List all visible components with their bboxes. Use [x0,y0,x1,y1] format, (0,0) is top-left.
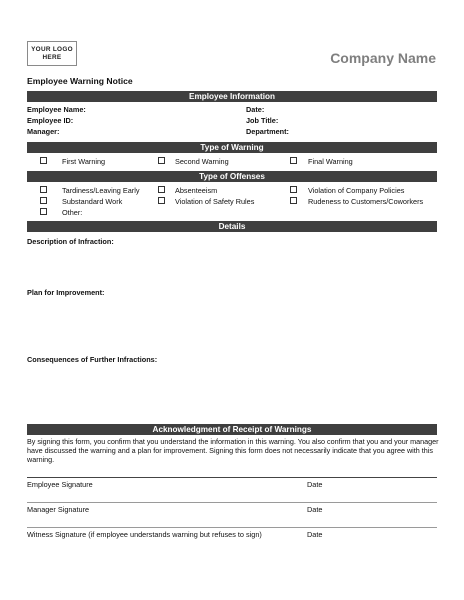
final-warning-label: Final Warning [308,157,353,166]
acknowledgment-text: By signing this form, you confirm that you understand the information in this warning. You also confirm that you and your manager have discussed the warning and a plan for improvement. Signing this form does not necessarily indicate that you agree with this warning. [27,437,439,465]
safety-rules-checkbox[interactable] [158,197,165,204]
substandard-work-label: Substandard Work [62,197,123,206]
absenteeism-label: Absenteeism [175,186,218,195]
first-warning-label: First Warning [62,157,106,166]
employee-id-label: Employee ID: [27,116,74,125]
manager-label: Manager: [27,127,60,136]
manager-date-label: Date [307,505,323,514]
manager-signature-label: Manager Signature [27,505,90,514]
department-label: Department: [246,127,289,136]
substandard-work-checkbox[interactable] [40,197,47,204]
company-policies-checkbox[interactable] [290,186,297,193]
other-checkbox[interactable] [40,208,47,215]
company-policies-label: Violation of Company Policies [308,186,405,195]
employee-date-label: Date [307,480,323,489]
consequences-label: Consequences of Further Infractions: [27,355,158,364]
date-label: Date: [246,105,265,114]
tardiness-label: Tardiness/Leaving Early [62,186,140,195]
description-of-infraction-label: Description of Infraction: [27,237,114,246]
second-warning-label: Second Warning [175,157,229,166]
employee-information-header: Employee Information [27,91,437,102]
rudeness-checkbox[interactable] [290,197,297,204]
absenteeism-checkbox[interactable] [158,186,165,193]
company-name: Company Name [330,50,436,66]
details-header: Details [27,221,437,232]
job-title-label: Job Title: [246,116,279,125]
witness-date-label: Date [307,530,323,539]
rudeness-label: Rudeness to Customers/Coworkers [308,197,424,206]
final-warning-checkbox[interactable] [290,157,297,164]
employee-name-label: Employee Name: [27,105,86,114]
acknowledgment-header: Acknowledgment of Receipt of Warnings [27,424,437,435]
tardiness-checkbox[interactable] [40,186,47,193]
first-warning-checkbox[interactable] [40,157,47,164]
logo-line-2: HERE [42,53,62,61]
other-label: Other: [62,208,83,217]
second-warning-checkbox[interactable] [158,157,165,164]
document-title: Employee Warning Notice [27,76,133,86]
logo-line-1: YOUR LOGO [31,45,73,53]
type-of-offenses-header: Type of Offenses [27,171,437,182]
employee-signature-label: Employee Signature [27,480,93,489]
safety-rules-label: Violation of Safety Rules [175,197,255,206]
plan-for-improvement-label: Plan for Improvement: [27,288,105,297]
type-of-warning-header: Type of Warning [27,142,437,153]
employee-signature-line [27,477,437,478]
manager-signature-line [27,502,437,503]
witness-signature-label: Witness Signature (if employee understands warning but refuses to sign) [27,530,262,539]
company-logo-placeholder [27,41,77,66]
witness-signature-line [27,527,437,528]
